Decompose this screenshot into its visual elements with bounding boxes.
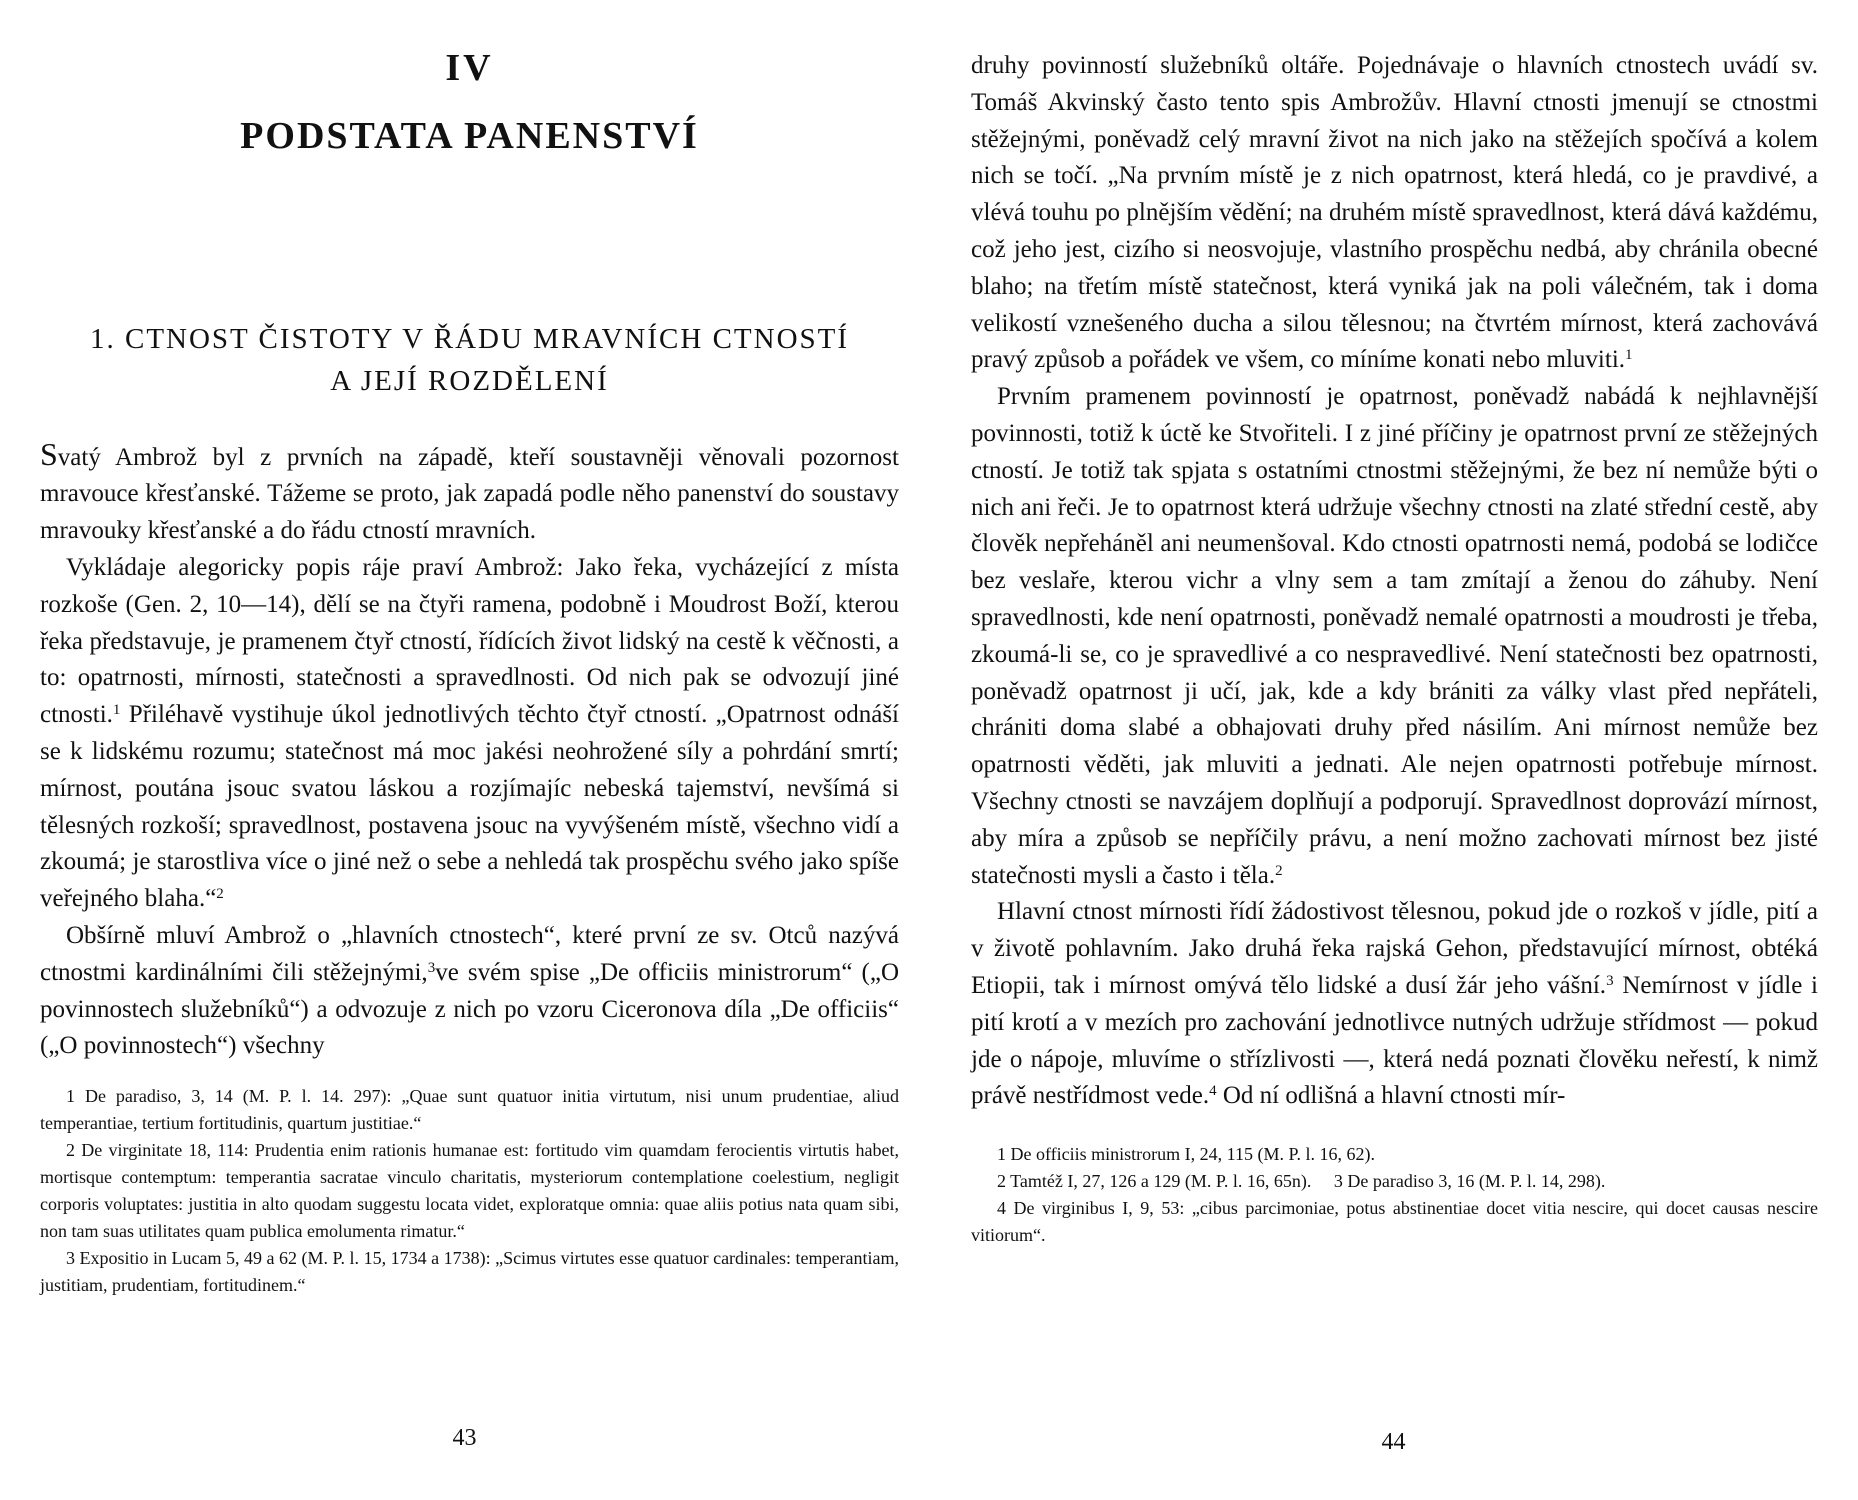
footnote-ref: 3: [1606, 972, 1614, 989]
section-title-line2: A JEJÍ ROZDĚLENÍ: [330, 364, 609, 397]
paragraph: [40, 550, 899, 918]
paragraph-text: druhy povinností služebníků oltáře. Pojednávaje o hlavních ctnostech uvádí sv. Tomáš Akvinský často tento spis Ambrožův. Hlavní ctnosti jmenují se ctnostmi stěžejnými, poněvadž celý mravní život na nich jako na stěžejích spočívá a kolem nich se točí. „Na prvním místě je z nich opatrnost, která hledá, co je pravdivé, a vlévá touhu po plnějším vědění; na druhém místě spravedlnost, která dává každému, což jeho jest, cizího si neosvojuje, vlastního prospěchu nedbá, aby chránila obecné blaho; na třetím místě statečnost, která vyniká jak na poli válečném, tak i doma velikostí vznešeného ducha a silou tělesnou; na čtvrtém mírnost, která zachovává pravý způsob a pořádek ve všem, co míníme konati nebo mluviti.: [971, 52, 1818, 374]
paragraph-text: Přiléhavě vystihuje úkol jednotlivých těchto čtyř ctností. „Opatrnost odnáší se k lidskému rozumu; statečnost má moc jakési neohrožené síly a pohrdání smrtí; mírnost, poutána jsouc svatou láskou a rozjímajíc nebeská tajemství, nevšímá si tělesných rozkoší; spravedlnost, postavena jsouc na vyvýšeném místě, všechno vidí a zkoumá; je starostliva více o jiné než o sebe a nehledá tak prospěchu svého jako spíše veřejného blaha.“: [40, 701, 900, 913]
footnote: 1 De paradiso, 3, 14 (M. P. l. 14. 297): „Quae sunt quatuor initia virtutum, nisi unum prudentiae, aliud temperantiae, tertium fortitudinis, quartum justitiae.“: [40, 1086, 899, 1134]
right-page: [929, 0, 1858, 1500]
footnote-ref: 1: [112, 702, 121, 719]
paragraph-text: Hlavní ctnost mírnosti řídí žádostivost tělesnou, pokud jde o rozkoš v jídle, pití a v životě pohlavním. Jako druhá řeka rajská Gehon, představující mírnost, obtéká Etiopii, tak i mírnost omývá tělo lidské a dusí žár jeho vášní.: [971, 898, 1818, 999]
paragraph-text: ve svém spise „De officiis ministrorum“ („O povinnostech služebníků“) a odvozuje z nich po vzoru Ciceronova díla „De officiis“ („O povinnostech“) všechny: [40, 958, 900, 1060]
footnote-ref: 1: [1625, 347, 1633, 364]
footnote: 4 De virginibus I, 9, 53: „cibus parcimoniae, potus abstinentiae docet vitia nescire, qui docet causas nescire vitiorum“.: [971, 1198, 1818, 1246]
section-title-line1: 1. CTNOST ČISTOTY V ŘÁDU MRAVNÍCH CTNOSTÍ: [89, 322, 850, 355]
paragraph: [971, 379, 1818, 894]
paragraph-text: Vykládaje alegoricky popis ráje praví Ambrož: Jako řeka, vycházející z místa rozkoše (Gen. 2, 10—14), dělí se na čtyři ramena, podobně i Moudrost Boží, kterou řeka představuje, je pramenem čtyř ctností, řídících život lidský na cestě k věčnosti, a to: opatrnosti, mírnosti, statečnosti a spravedlnosti. Od nich pak se odvozují jiné ctnosti.: [40, 554, 899, 729]
chapter-number: IV: [445, 47, 494, 89]
paragraph: [971, 48, 1818, 379]
paragraph: Svatý Ambrož byl z prvních na západě, kteří soustavněji věnovali pozornost mravouce křesťanské. Tážeme se proto, jak zapadá podle něho panenství do soustavy mravouky křesťanské a do řádu ctností mravních.: [40, 435, 899, 545]
section-title: [40, 318, 899, 402]
footnote-ref: 2: [216, 886, 224, 903]
footnote: 1 De officiis ministrorum I, 24, 115 (M. P. l. 16, 62).: [997, 1144, 1375, 1165]
paragraph-text: Obšírně mluví Ambrož o „hlavních ctnostech“, které první ze sv. Otců nazývá ctnostmi kardinálními čili stěžejnými,: [40, 922, 899, 986]
paragraph: [971, 894, 1818, 1115]
footnote: 2 De virginitate 18, 114: Prudentia enim rationis humanae est: fortitudo vim quamdam ferocientis virtutis habet, mortisque contemptum: temperantia sacratae vinculo charitatis, mysteriorum contemplatione coelestium, negligit corporis voluptates: justitia in alto quodam suggestu locata videt, exploratque omnia: quae aliis potius nata quam sibi, non tam suas utilitates quam publica emolumenta rimatur.“: [40, 1140, 899, 1242]
chapter-title: PODSTATA PANENSTVÍ: [240, 114, 699, 157]
left-body-text: [40, 436, 899, 1066]
footnote: 2 Tamtéž I, 27, 126 a 129 (M. P. l. 16, 65n). 3 De paradiso 3, 16 (M. P. l. 14, 298).: [997, 1171, 1606, 1192]
page-number: 44: [1381, 1429, 1406, 1455]
paragraph-text: Od ní odlišná a hlavní ctnosti mír-: [1216, 1082, 1566, 1110]
paragraph: [40, 918, 899, 1065]
paragraph-text: Prvním pramenem povinností je opatrnost, poněvadž nabádá k nejhlavnější povinnosti, totiž k úctě ke Stvořiteli. I z jiné příčiny je opatrnost první ze stěžejných ctností. Je totiž tak spjata s ostatními ctnostmi stěžejnými, že bez ní nemůže býti o nich ani řeči. Je to opatrnost která udržuje všechny ctnosti na zlaté střední cestě, aby člověk nepřeháněl ani neumenšoval. Kdo ctnosti opatrnosti nemá, podobá se lodičce bez veslaře, kterou vichr a vlny sem a tam zmítají a ženou do záhuby. Není spravedlnosti, kde není opatrnosti, poněvadž nemalé opatrnosti a moudrosti je třeba, zkoumá-li se, co je spravedlivé a co nespravedlivé. Není statečnosti bez opatrnosti, poněvadž opatrnost ji učí, jak, kde a kdy brániti za války vlast před nepřáteli, chrániti doma slabé a obhajovati druhy před násilím. Ani mírnost nemůže bez opatrnosti věděti, jak mluviti a jednati. Ale nejen opatrnosti potřebuje mírnost. Všechny ctnosti se navzájem doplňují a podporují. Spravedlnost doprovází mírnost, aby míra a způsob se nepříčily právu, a není možno zachovati mírnost bez jisté statečnosti mysli a často i těla.: [971, 383, 1818, 889]
footnote-ref: 2: [1275, 862, 1283, 879]
left-footnotes: [40, 1083, 899, 1299]
footnote: 3 Expositio in Lucam 5, 49 a 62 (M. P. l. 15, 1734 a 1738): „Scimus virtutes esse quatuor cardinales: temperantiam, justitiam, prudentiam, fortitudinem.“: [40, 1248, 899, 1296]
page-number: 43: [452, 1425, 477, 1451]
footnote-ref: 3: [427, 959, 436, 976]
right-footnotes: [971, 1141, 1818, 1249]
paragraph-text: Nemírnost v jídle i pití krotí a v mezích pro zachování jednotlivce nutných udržuje střídmost — pokud jde o nápoje, mluvíme o střízlivosti —, která nedá poznati člověku neřestí, k nimž právě nestřídmost vede.: [971, 971, 1818, 1110]
right-body-text: [971, 48, 1818, 1115]
footnote-ref: 4: [1209, 1083, 1217, 1100]
